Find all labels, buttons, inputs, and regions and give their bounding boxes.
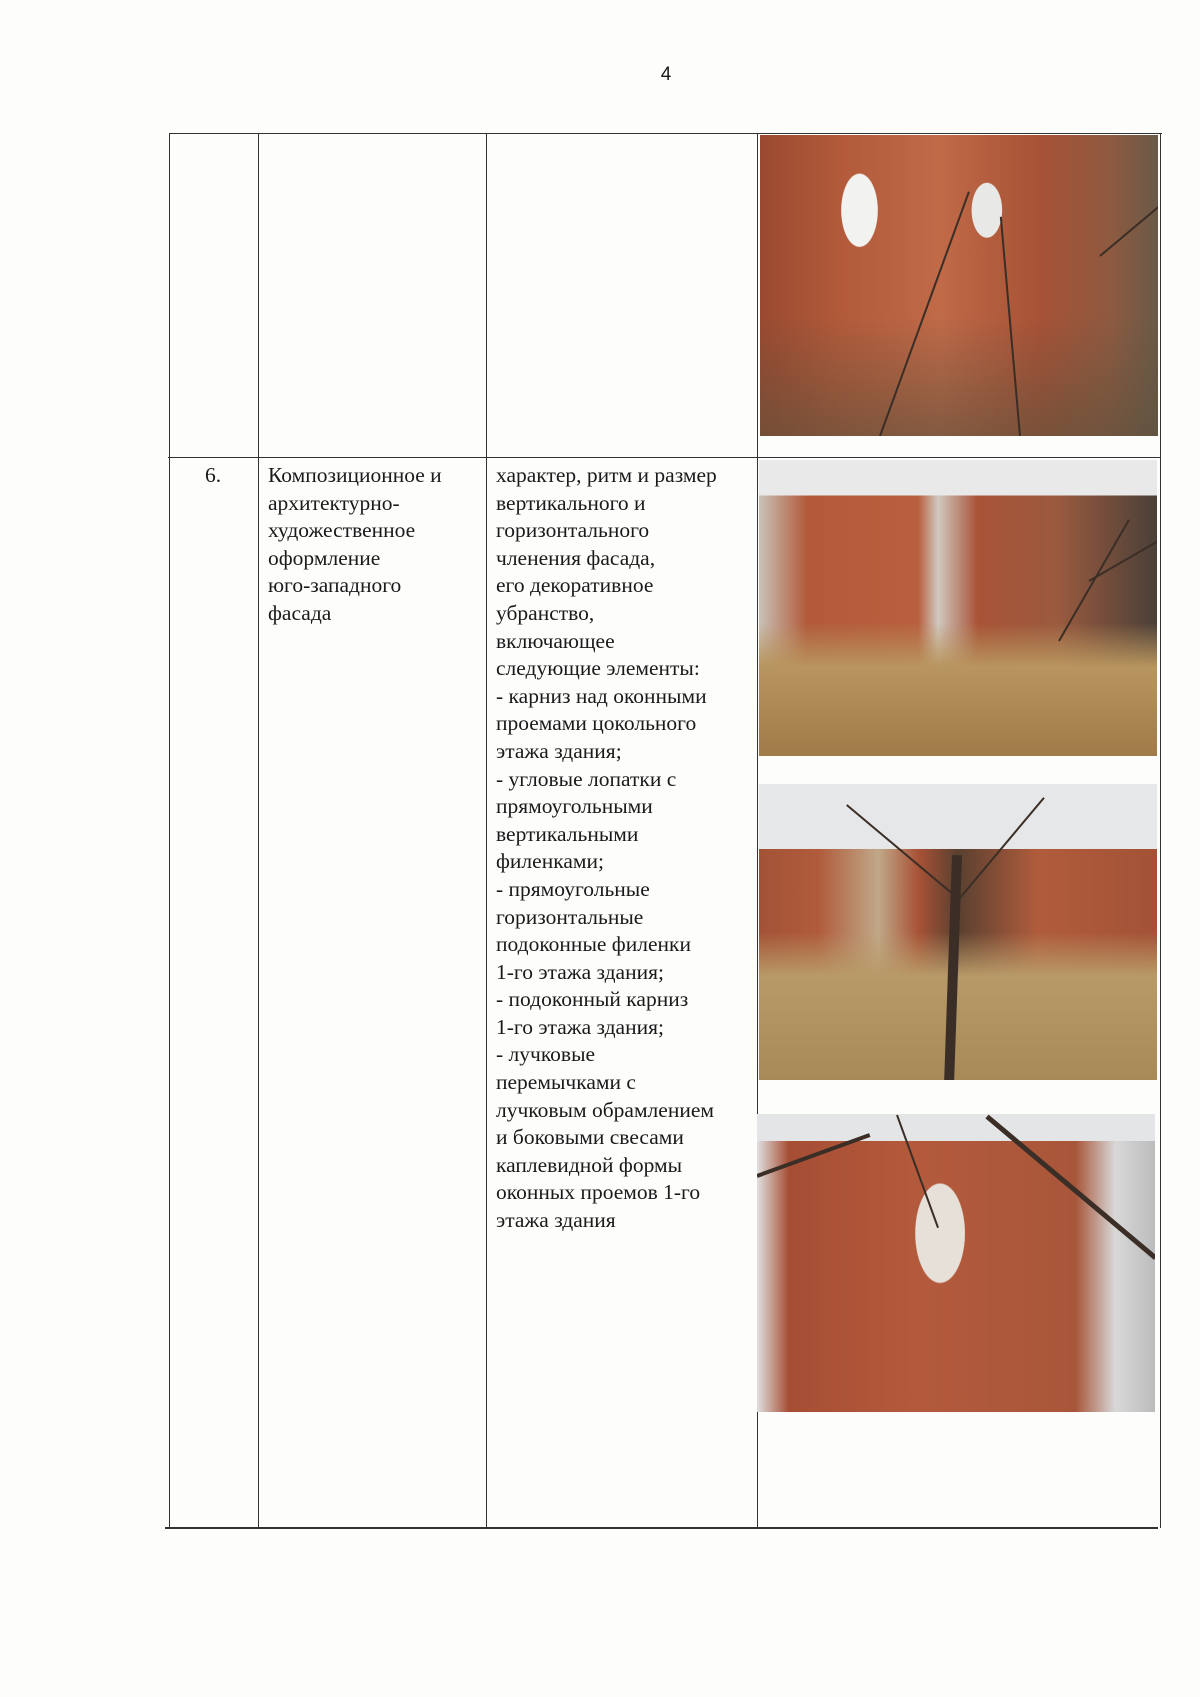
description-line: вертикальными <box>496 821 639 846</box>
description-line: горизонтального <box>496 518 650 543</box>
description-line: лучковым обрамлением <box>496 1097 714 1122</box>
description-line: оконных проемов 1-го <box>496 1180 701 1205</box>
southwest-facade-photo-1 <box>759 460 1157 756</box>
table-top-border <box>170 133 1162 134</box>
title-line: оформление <box>268 545 381 570</box>
title-line: фасада <box>268 600 332 625</box>
description-line: членения фасада, <box>496 545 656 570</box>
row-number: 6. <box>205 463 222 487</box>
element-description <box>496 462 717 1235</box>
description-line: характер, ритм и размер <box>496 463 717 487</box>
description-line: 1-го этажа здания; <box>496 1014 664 1039</box>
description-line: его декоративное <box>496 573 654 598</box>
title-line: Композиционное и <box>268 463 442 487</box>
description-line: убранство, <box>496 600 595 625</box>
ruined-facade-arched-windows-photo <box>760 135 1158 436</box>
description-line: - лучковые <box>496 1042 596 1067</box>
description-line: - карниз над оконными <box>496 683 707 708</box>
row-divider <box>168 457 1161 458</box>
description-line: вертикального и <box>496 490 646 515</box>
title-line: архитектурно- <box>268 490 400 515</box>
column-divider-1 <box>258 133 259 1528</box>
page-number: 4 <box>660 64 672 85</box>
description-line: горизонтальные <box>496 904 644 929</box>
description-line: этажа здания; <box>496 738 622 763</box>
description-line: филенками; <box>496 849 604 874</box>
description-line: включающее <box>496 628 615 653</box>
description-line: - угловые лопатки с <box>496 766 677 791</box>
description-line: и боковыми свесами <box>496 1125 684 1150</box>
description-line: следующие элементы: <box>496 656 700 681</box>
description-line: проемами цокольного <box>496 711 697 736</box>
southwest-facade-photo-3 <box>757 1114 1155 1412</box>
table-right-border <box>1160 133 1161 1528</box>
southwest-facade-photo-2 <box>759 784 1157 1080</box>
title-line: юго-западного <box>268 573 402 598</box>
description-line: - подоконный карниз <box>496 987 689 1012</box>
description-line: 1-го этажа здания; <box>496 959 664 984</box>
description-line: прямоугольными <box>496 794 653 819</box>
column-divider-2 <box>486 133 487 1528</box>
title-line: художественное <box>268 518 416 543</box>
description-line: перемычками с <box>496 1070 636 1095</box>
table-bottom-border <box>165 1527 1158 1529</box>
table-left-border <box>169 133 170 1528</box>
description-line: каплевидной формы <box>496 1152 683 1177</box>
description-line: - прямоугольные <box>496 876 650 901</box>
description-line: подоконные филенки <box>496 932 691 957</box>
element-title <box>268 462 442 628</box>
description-line: этажа здания <box>496 1208 616 1233</box>
